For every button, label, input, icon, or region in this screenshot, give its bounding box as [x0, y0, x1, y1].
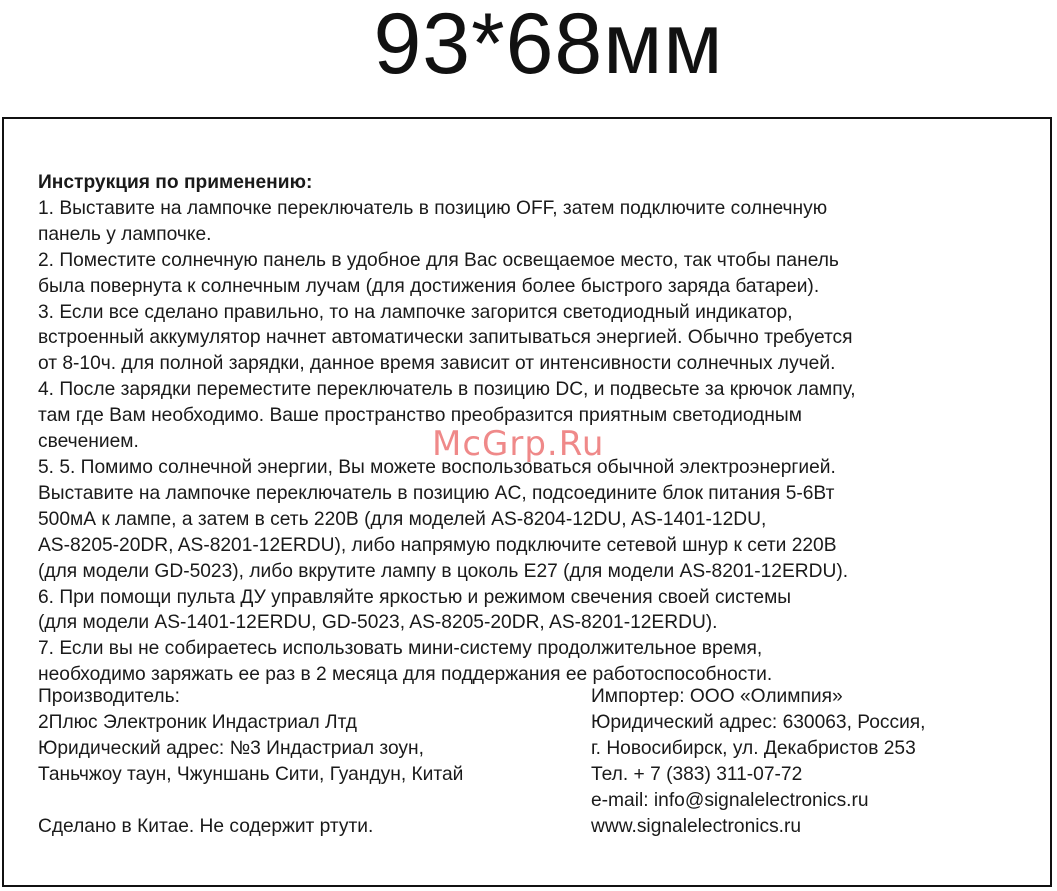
- instruction-line: необходимо заряжать ее раз в 2 месяца для поддержания ее работоспособности.: [38, 664, 773, 686]
- instruction-line: 6. При помощи пульта ДУ управляйте яркостью и режимом свечения своей системы: [38, 586, 792, 608]
- manufacturer-line: Юридический адрес: №3 Индастриал зоун,: [38, 737, 424, 759]
- instruction-line: 4. После зарядки переместите переключатель в позицию DC, и подвесьте за крючок лампу,: [38, 379, 856, 401]
- instruction-line: панель у лампочке.: [38, 223, 212, 245]
- importer-email: e-mail: info@signalelectronics.ru: [591, 789, 869, 811]
- instruction-line: 2. Поместите солнечную панель в удобное для Вас освещаемое место, так чтобы панель: [38, 249, 839, 271]
- instructions-heading: Инструкция по применению:: [38, 172, 313, 193]
- made-in-note: Сделано в Китае. Не содержит ртути.: [38, 815, 374, 837]
- instruction-line: 1. Выставите на лампочке переключатель в позицию OFF, затем подключите солнечную: [38, 197, 828, 219]
- instruction-line: была повернута к солнечным лучам (для достижения более быстрого заряда батареи).: [38, 275, 820, 297]
- size-label: 93*68мм: [373, 0, 724, 92]
- importer-line: Юридический адрес: 630063, Россия,: [591, 711, 926, 733]
- instruction-line: встроенный аккумулятор начнет автоматически запитываться энергией. Обычно требуется: [38, 327, 853, 349]
- importer-line: г. Новосибирск, ул. Декабристов 253: [591, 737, 916, 759]
- instruction-line: Выставите на лампочке переключатель в позицию AC, подсоедините блок питания 5-6Вт: [38, 482, 835, 504]
- spacer: [38, 788, 463, 814]
- instruction-line: свечением.: [38, 431, 139, 453]
- instruction-line: (для модели AS-1401-12ERDU, GD-5023, AS-8205-20DR, AS-8201-12ERDU).: [38, 612, 718, 634]
- manufacturer-line: Производитель:: [38, 686, 180, 707]
- instruction-line: (для модели GD-5023), либо вкрутите лампу в цоколь Е27 (для модели AS-8201-12ERDU).: [38, 560, 849, 582]
- importer-phone: Тел. + 7 (383) 311-07-72: [591, 763, 803, 785]
- importer-line: Импортер: ООО «Олимпия»: [591, 686, 843, 707]
- instruction-line: AS-8205-20DR, AS-8201-12ERDU), либо напрямую подключите сетевой шнур к сети 220В: [38, 534, 837, 556]
- instruction-line: 7. Если вы не собираетесь использовать мини-систему продолжительное время,: [38, 638, 763, 660]
- manufacturer-line: 2Плюс Электроник Индастриал Лтд: [38, 711, 357, 733]
- instruction-line: 5. 5. Помимо солнечной энергии, Вы можете воспользоваться обычной электроэнергией.: [38, 456, 836, 478]
- manufacturer-block: [38, 684, 463, 839]
- instruction-line: от 8-10ч. для полной зарядки, данное время зависит от интенсивности солнечных лучей.: [38, 353, 836, 375]
- watermark: McGrp.Ru: [432, 424, 605, 464]
- manufacturer-line: Таньчжоу таун, Чжуншань Сити, Гуандун, Китай: [38, 763, 464, 785]
- instruction-line: 500мА к лампе, а затем в сеть 220В (для моделей AS-8204-12DU, AS-1401-12DU,: [38, 508, 767, 530]
- importer-block: [591, 684, 926, 839]
- importer-website: www.signalelectronics.ru: [591, 815, 802, 837]
- instruction-line: там где Вам необходимо. Ваше пространство преобразится приятным светодиодным: [38, 405, 802, 427]
- instruction-line: 3. Если все сделано правильно, то на лампочке загорится светодиодный индикатор,: [38, 301, 793, 323]
